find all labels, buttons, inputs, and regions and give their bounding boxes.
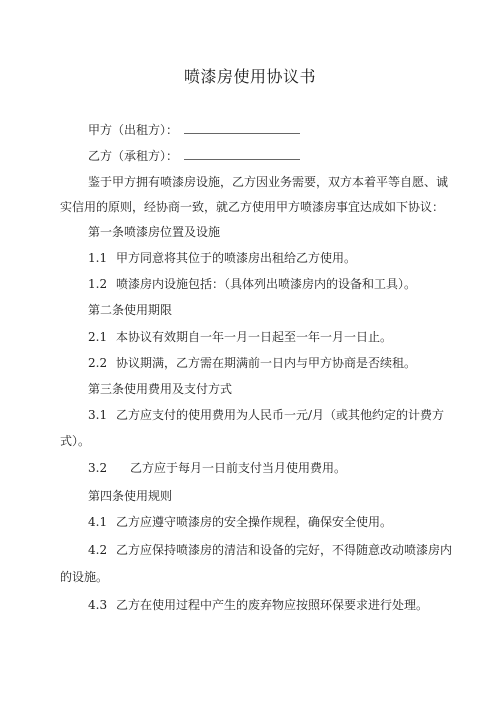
- clause-number: 4.3: [88, 598, 108, 612]
- party-a-blank: [184, 121, 300, 134]
- party-b-blank: [184, 147, 300, 160]
- clause-item: [88, 460, 346, 476]
- clause-number: 3.1: [88, 408, 108, 422]
- clause-number: 2.2: [88, 356, 108, 370]
- clause-text: 协议期满，乙方需在期满前一日内与甲方协商是否续租。: [116, 356, 417, 370]
- clause-item: [88, 514, 392, 530]
- section-heading: 第二条使用期限: [88, 303, 173, 317]
- clause-text: 乙方应于每月一日前支付当月使用费用。: [130, 461, 347, 475]
- clause-number: 4.1: [88, 515, 108, 529]
- clause-text: 乙方应保持喷漆房的清洁和设备的完好，不得随意改动喷漆房内: [116, 543, 453, 557]
- clause-text: 喷漆房内设施包括：（具体列出喷漆房内的设备和工具）。: [116, 277, 417, 291]
- clause-number: 4.2: [88, 543, 108, 557]
- clause-item: [88, 542, 452, 558]
- clause-item: [88, 250, 356, 266]
- clause-item: [88, 597, 428, 613]
- section-heading: 第一条喷漆房位置及设施: [88, 225, 221, 239]
- clause-number: 1.1: [88, 251, 108, 265]
- clause-item: [88, 276, 416, 292]
- clause-text: 乙方在使用过程中产生的废弃物应按照环保要求进行处理。: [116, 598, 429, 612]
- document-title: 喷漆房使用协议书: [183, 67, 316, 86]
- party-b-label: 乙方（承租方）：: [88, 149, 179, 163]
- party-a-label: 甲方（出租方）：: [88, 123, 179, 137]
- section-heading: 第三条使用费用及支付方式: [88, 382, 233, 396]
- clause-text: 乙方应支付的使用费用为人民币一元/月（或其他约定的计费方: [116, 408, 445, 422]
- clause-number: 3.2: [88, 461, 108, 475]
- clause-continuation: 的设施。: [60, 570, 109, 584]
- clause-item: [88, 407, 444, 423]
- clause-item: [88, 355, 416, 371]
- section-heading: 第四条使用规则: [88, 489, 173, 503]
- intro-line-1: 鉴于甲方拥有喷漆房设施，乙方因业务需要，双方本着平等自愿、诚: [88, 175, 449, 189]
- party-a-line: [88, 121, 300, 138]
- clause-number: 2.1: [88, 330, 108, 344]
- clause-item: [88, 329, 392, 345]
- clause-continuation: 式）。: [60, 434, 91, 448]
- clause-text: 本协议有效期自一年一月一日起至一年一月一日止。: [116, 330, 393, 344]
- clause-text: 乙方应遵守喷漆房的安全操作规程，确保安全使用。: [116, 515, 393, 529]
- intro-line-2: 实信用的原则，经协商一致，就乙方使用甲方喷漆房事宜达成如下协议：: [60, 200, 445, 214]
- party-b-line: [88, 147, 300, 164]
- clause-text: 甲方同意将其位于的喷漆房出租给乙方使用。: [116, 251, 357, 265]
- clause-number: 1.2: [88, 277, 108, 291]
